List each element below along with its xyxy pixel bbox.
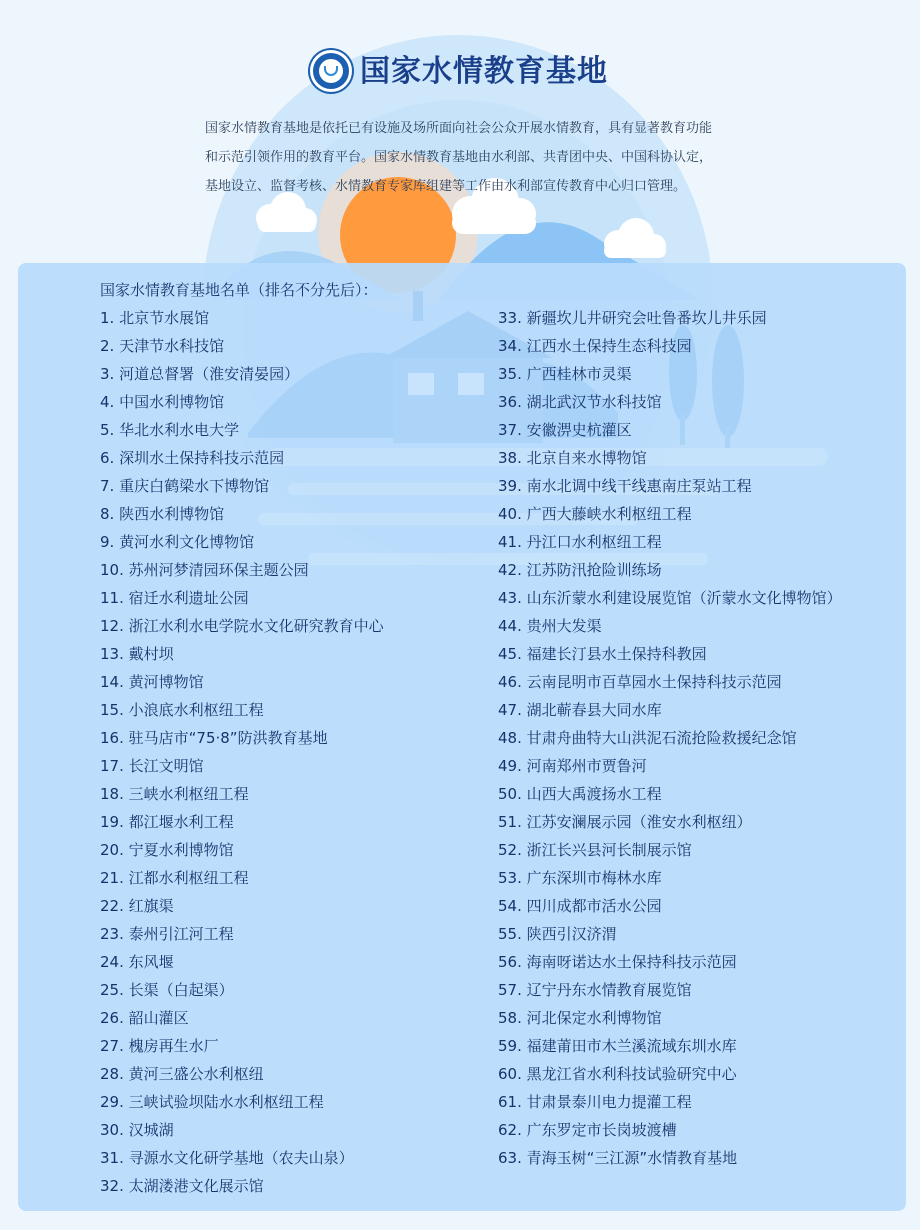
list-item: 18. 三峡水利枢纽工程 (100, 785, 249, 803)
list-item: 28. 黄河三盛公水利枢纽 (100, 1065, 264, 1083)
list-item: 48. 甘肃舟曲特大山洪泥石流抢险救援纪念馆 (498, 729, 797, 747)
list-item: 15. 小浪底水利枢纽工程 (100, 701, 264, 719)
list-item: 8. 陕西水利博物馆 (100, 505, 225, 523)
list-item: 57. 辽宁丹东水情教育展览馆 (498, 981, 692, 999)
list-item: 21. 江都水利枢纽工程 (100, 869, 249, 887)
list-item: 61. 甘肃景泰川电力提灌工程 (498, 1093, 692, 1111)
list-item: 27. 槐房再生水厂 (100, 1037, 219, 1055)
list-item: 1. 北京节水展馆 (100, 309, 210, 327)
page-title: 国家水情教育基地 (360, 54, 608, 89)
list-item: 60. 黑龙江省水利科技试验研究中心 (498, 1065, 737, 1083)
list-item: 5. 华北水利水电大学 (100, 421, 240, 439)
list-item: 9. 黄河水利文化博物馆 (100, 533, 255, 551)
list-item: 55. 陕西引汉济渭 (498, 925, 617, 943)
list-item: 54. 四川成都市活水公园 (498, 897, 662, 915)
list-item: 7. 重庆白鹤梁水下博物馆 (100, 477, 270, 495)
list-item: 58. 河北保定水利博物馆 (498, 1009, 662, 1027)
list-item: 50. 山西大禹渡扬水工程 (498, 785, 662, 803)
list-title: 国家水情教育基地名单（排名不分先后）： (100, 281, 378, 299)
list-item: 11. 宿迁水利遗址公园 (100, 589, 249, 607)
list-item: 37. 安徽淠史杭灌区 (498, 421, 632, 439)
list-item: 22. 红旗渠 (100, 897, 174, 915)
list-item: 42. 江苏防汛抢险训练场 (498, 561, 662, 579)
list-item: 20. 宁夏水利博物馆 (100, 841, 234, 859)
list-item: 16. 驻马店市“75·8”防洪教育基地 (100, 729, 328, 747)
list-item: 23. 泰州引江河工程 (100, 925, 234, 943)
intro-paragraph: 国家水情教育基地是依托已有设施及场所面向社会公众开展水情教育，具有显著教育功能和示范引领作用的教育平台。国家水情教育基地由水利部、共青团中央、中国科协认定，基地设立、监督考核、水情教育专家库组建等工作由水利部宣传教育中心归口管理。 (205, 121, 713, 194)
list-item: 63. 青海玉树“三江源”水情教育基地 (498, 1149, 738, 1167)
list-item: 45. 福建长汀县水土保持科教园 (498, 645, 707, 663)
list-item: 51. 江苏安澜展示园（淮安水利枢纽） (498, 813, 752, 831)
list-item: 31. 寻源水文化研学基地（农夫山泉） (100, 1149, 354, 1167)
list-item: 59. 福建莆田市木兰溪流域东圳水库 (498, 1037, 737, 1055)
list-item: 14. 黄河博物馆 (100, 673, 204, 691)
list-item: 17. 长江文明馆 (100, 757, 204, 775)
list-item: 33. 新疆坎儿井研究会吐鲁番坎儿井乐园 (498, 309, 767, 327)
base-list-panel (18, 263, 906, 1211)
list-item: 19. 都江堰水利工程 (100, 813, 234, 831)
list-item: 32. 太湖溇港文化展示馆 (100, 1177, 264, 1195)
list-item: 44. 贵州大发渠 (498, 617, 602, 635)
list-item: 29. 三峡试验坝陆水水利枢纽工程 (100, 1093, 324, 1111)
list-item: 53. 广东深圳市梅林水库 (498, 869, 662, 887)
list-item: 30. 汉城湖 (100, 1121, 174, 1139)
list-item: 36. 湖北武汉节水科技馆 (498, 393, 662, 411)
list-item: 12. 浙江水利水电学院水文化研究教育中心 (100, 617, 384, 635)
list-item: 35. 广西桂林市灵渠 (498, 365, 632, 383)
list-item: 39. 南水北调中线干线惠南庄泵站工程 (498, 477, 752, 495)
list-item: 62. 广东罗定市长岗坡渡槽 (498, 1121, 677, 1139)
list-item: 49. 河南郑州市贾鲁河 (498, 757, 647, 775)
list-item: 6. 深圳水土保持科技示范园 (100, 449, 285, 467)
list-item: 2. 天津节水科技馆 (100, 337, 225, 355)
list-item: 3. 河道总督署（淮安清晏园） (100, 365, 300, 383)
list-item: 10. 苏州河梦清园环保主题公园 (100, 561, 309, 579)
base-list-right-column (498, 304, 898, 1172)
list-item: 4. 中国水利博物馆 (100, 393, 225, 411)
list-item: 38. 北京自来水博物馆 (498, 449, 647, 467)
list-item: 46. 云南昆明市百草园水土保持科技示范园 (498, 673, 782, 691)
base-list-left-column (100, 304, 490, 1200)
list-item: 24. 东风堰 (100, 953, 174, 971)
list-item: 43. 山东沂蒙水利建设展览馆（沂蒙水文化博物馆） (498, 589, 842, 607)
list-item: 47. 湖北蕲春县大同水库 (498, 701, 662, 719)
list-item: 34. 江西水土保持生态科技园 (498, 337, 692, 355)
list-item: 40. 广西大藤峡水利枢纽工程 (498, 505, 692, 523)
list-item: 52. 浙江长兴县河长制展示馆 (498, 841, 692, 859)
list-item: 26. 韶山灌区 (100, 1009, 189, 1027)
list-item: 41. 丹江口水利枢纽工程 (498, 533, 662, 551)
list-item: 56. 海南呀诺达水土保持科技示范园 (498, 953, 737, 971)
water-education-logo-icon (310, 50, 352, 92)
list-item: 25. 长渠（白起渠） (100, 981, 234, 999)
header (0, 0, 920, 262)
list-item: 13. 戴村坝 (100, 645, 174, 663)
